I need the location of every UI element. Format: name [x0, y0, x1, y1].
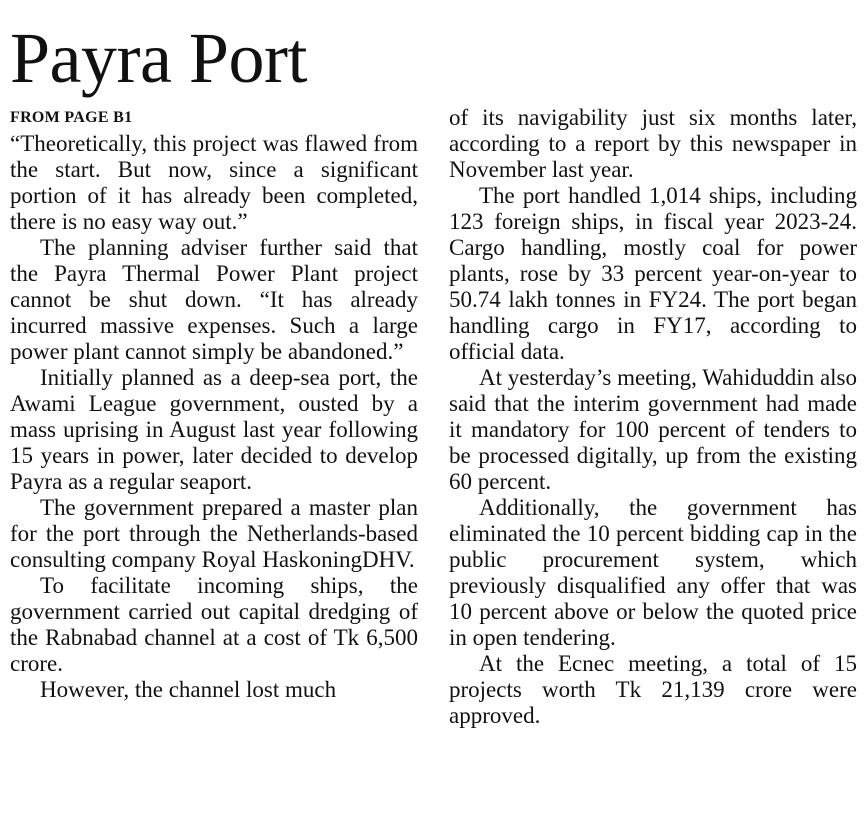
paragraph: The government prepared a master plan for the port through the Netherlands-based consulting company Royal HaskoningDHV. — [10, 495, 418, 572]
paragraph: Additionally, the government has eliminated the 10 percent bidding cap in the public procurement system, which previously disqualified any offer that was 10 percent above or below the quoted price in open tendering. — [449, 495, 857, 650]
paragraph: However, the channel lost much — [40, 677, 337, 702]
headline: Payra Port — [10, 18, 307, 98]
paragraph: of its navigability just six months later, according to a report by this newspaper in November last year. — [449, 105, 857, 182]
paragraph: At the Ecnec meeting, a total of 15 projects worth Tk 21,139 crore were approved. — [449, 651, 857, 728]
paragraph: “Theoretically, this project was flawed from the start. But now, since a significant portion of it has already been completed, there is no easy way out.” — [10, 131, 418, 234]
paragraph: To facilitate incoming ships, the government carried out capital dredging of the Rabnabad channel at a cost of Tk 6,500 crore. — [10, 573, 418, 676]
paragraph: The planning adviser further said that the Payra Thermal Power Plant project cannot be shut down. “It has already incurred massive expenses. Such a large power plant cannot simply be abandoned.” — [10, 235, 418, 364]
paragraph: Initially planned as a deep-sea port, the Awami League government, ousted by a mass uprising in August last year following 15 years in power, later decided to develop Payra as a regular seaport. — [10, 365, 418, 494]
paragraph: The port handled 1,014 ships, including 123 foreign ships, in fiscal year 2023-24. Cargo handling, mostly coal for power plants, rose by 33 percent year-on-year to 50.74 lakh tonnes in FY24. The port began handling cargo in FY17, according to official data. — [449, 183, 857, 364]
continuation-kicker: FROM PAGE B1 — [10, 109, 133, 126]
right-column — [449, 105, 857, 729]
left-column — [10, 105, 418, 703]
paragraph: At yesterday’s meeting, Wahiduddin also said that the interim government had made it mandatory for 100 percent of tenders to be processed digitally, up from the existing 60 percent. — [449, 365, 857, 494]
